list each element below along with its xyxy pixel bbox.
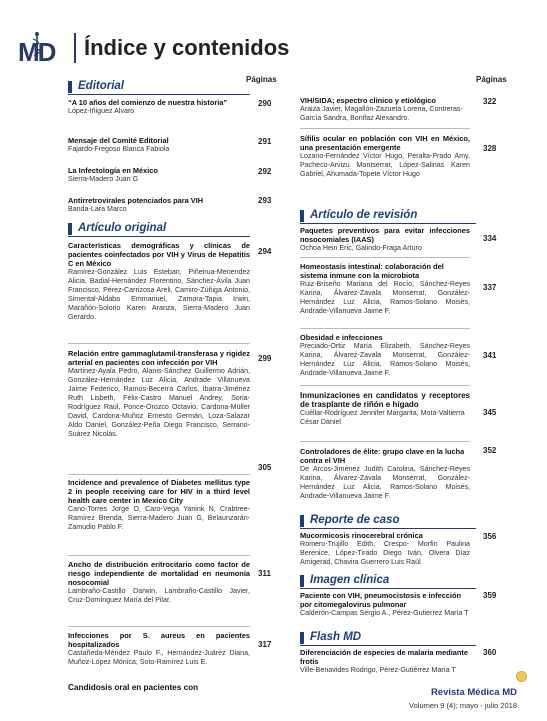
toc-entry[interactable] xyxy=(68,560,250,605)
entry-page: 305 xyxy=(258,463,272,472)
entry-divider xyxy=(300,328,470,329)
entry-title: Controladores de élite: grupo clave en la lucha contra el VIH xyxy=(300,447,465,465)
section-label: Flash MD xyxy=(310,631,362,643)
section-flash xyxy=(300,631,476,646)
toc-entry[interactable] xyxy=(300,447,470,501)
section-bar xyxy=(68,223,72,235)
entry-divider xyxy=(68,555,250,556)
section-review xyxy=(300,209,476,224)
section-label: Editorial xyxy=(78,80,125,92)
section-bar xyxy=(300,515,304,527)
entry-divider xyxy=(300,257,470,258)
toc-entry[interactable] xyxy=(68,98,244,116)
entry-page: 352 xyxy=(483,446,497,455)
toc-entry[interactable] xyxy=(300,391,470,427)
caduceus-icon xyxy=(31,31,43,63)
entry-page: 360 xyxy=(483,648,497,657)
section-image xyxy=(300,574,476,589)
entry-title: “A 10 años del comienzo de nuestra historia” xyxy=(68,98,228,107)
toc-entry[interactable] xyxy=(68,166,244,184)
toc-entry[interactable] xyxy=(300,591,470,618)
entry-page: 345 xyxy=(483,408,497,417)
toc-entry[interactable] xyxy=(300,262,470,316)
entry-title: Homeostasis intestinal: colaboración del sistema inmune con la microbiota xyxy=(300,262,444,280)
entry-page: 294 xyxy=(258,247,272,256)
entry-authors: López-Iñiguez Alvaro xyxy=(68,107,135,115)
entry-authors: Ville-Benavides Rodrigo, Pérez-Gutiérrez María T xyxy=(300,666,456,674)
footer-journal: Revista Médica MD xyxy=(430,687,517,698)
entry-title: Antirretrovirales potenciados para VIH xyxy=(68,196,204,205)
entry-authors: Castañeda-Méndez Paulo F., Hernández-Juárez Diana, Muñoz-López Mónica, Soto-Ramírez Luis E. xyxy=(68,649,250,666)
entry-page: 322 xyxy=(483,97,497,106)
entry-authors: Ruiz-Briseño Mariana del Rocío, Sánchez-Reyes Karina, Álvarez-Zavala Monserrat, González-Hernández Luz Alicia, Ramos-Solano Moisés, Andrade-Villanueva Jaime F. xyxy=(300,280,470,315)
entry-authors: Ramírez-González Luis Esteban, Piñeirua-Menendez Alicia, Badial-Hernández Florentino, Sánchez-Ávila Juan Francisco, Pérez-Carrizosa Areli, Camiro-Zúñiga Antonio, Simental-Aldaba Emmanuel, Zamora-Tapia Irwin, Marañón-Solorio Karen Aranza, Sierra-Madero Juan Gerardo. xyxy=(68,268,250,321)
entry-title: Inmunizaciones en candidatos y receptores de trasplante de riñón e hígado xyxy=(300,391,470,409)
entry-page: 337 xyxy=(483,283,497,292)
entry-title: Mensaje del Comité Editorial xyxy=(68,136,169,145)
entry-page: 334 xyxy=(483,234,497,243)
journal-badge-icon xyxy=(516,671,527,682)
entry-title: Sífilis ocular en población con VIH en México, una presentación emergente xyxy=(300,134,470,152)
toc-entry[interactable] xyxy=(68,683,250,692)
toc-entry[interactable] xyxy=(300,648,470,675)
toc-entry[interactable] xyxy=(68,478,250,532)
section-label: Imagen clínica xyxy=(310,574,390,586)
toc-entry[interactable] xyxy=(300,134,470,179)
entry-authors: Calderón-Campas Sergio A., Pérez-Gutiérrez María T xyxy=(300,609,469,617)
section-case xyxy=(300,514,476,529)
entry-title: Infecciones por S. aureus en pacientes hospitalizados xyxy=(68,631,250,649)
entry-divider xyxy=(68,343,250,344)
section-label: Artículo de revisión xyxy=(310,209,418,221)
section-label: Artículo original xyxy=(78,222,167,234)
entry-authors: Araiza Javier, Magallón-Zazueta Lorena, Contreras-García Sandra, Bonifaz Alexandro. xyxy=(300,105,463,122)
section-original xyxy=(68,222,250,237)
logo-text: MD xyxy=(18,37,55,67)
toc-entry[interactable] xyxy=(68,349,250,439)
entry-authors: Romero-Trujillo Edith, Crespo- Morfin Paulina Berenice, López-Tirado Diego Iván, Olvera Díaz Amigerad, Chavira Guerrero Luis Raúl xyxy=(300,540,470,566)
section-label: Reporte de caso xyxy=(310,514,400,526)
toc-entry[interactable] xyxy=(300,333,470,378)
entry-title: Relación entre gammaglutamil-transferasa y rigidez arterial en pacientes con infección por VIH xyxy=(68,349,250,367)
entry-authors: Fajardo-Fregoso Blanca Fabiola xyxy=(68,145,170,153)
toc-entry[interactable] xyxy=(68,241,250,322)
entry-authors: Sierra-Madero Juan G xyxy=(68,175,139,183)
entry-authors: Cuéllar-Rodríguez Jennifer Margarita, Mota-Valtierra César Daniel xyxy=(300,409,465,426)
page-title: Índice y contenidos xyxy=(84,35,290,60)
entry-title: Incidence and prevalence of Diabetes mellitus type 2 in people receiving care for HIV in a third level health care center in Mexico City xyxy=(68,478,250,505)
entry-title: Paciente con VIH, pneumocistosis e infección por citomegalovirus pulmonar xyxy=(300,591,461,609)
entry-page: 293 xyxy=(258,196,272,205)
entry-page: 328 xyxy=(483,144,497,153)
section-bar xyxy=(68,81,72,93)
entry-page: 291 xyxy=(258,137,272,146)
entry-page: 317 xyxy=(258,640,272,649)
entry-authors: Lambraño-Castillo Darwin, Lambraño-Castillo Javier, Cruz-Domínguez María del Pilar. xyxy=(68,587,250,604)
section-editorial xyxy=(68,80,250,95)
right-pages-heading: Páginas xyxy=(476,75,507,84)
entry-divider xyxy=(300,385,470,386)
section-bar xyxy=(300,575,304,587)
entry-authors: De Arcos-Jiménez Judith Carolina, Sánchez-Reyes Karina, Álvarez-Zavala Monserrat, González-Hernández Luz Alicia, Ramos-Solano Moisés, Andrade-Villanueva Jaime F. xyxy=(300,465,470,500)
page-header xyxy=(18,28,538,68)
entry-divider xyxy=(68,626,250,627)
entry-page: 341 xyxy=(483,351,497,360)
header-divider xyxy=(74,33,76,63)
entry-authors: Martínez-Ayala Pedro, Alanis-Sánchez Guillermo Adrián, González-Hernández Luz Alicia, Andrade Villanueva Jaime Federico, Ramos-Becerra Carlos, Ibarra-Jiménez Ruth Lisbeth, Félix-Castro Manuel Andrey, Soria-Rodríguez Raúl, Ponce-Orozco Octavio, Cardona-Müller David, Cardona-Muñoz Ernesto Germán, Loza-Salazar Aldo Daniel, González-Peña Diego Francisco, Serrano-Suárez Nicolás. xyxy=(68,367,250,438)
section-bar xyxy=(300,210,304,222)
entry-title: Paquetes preventivos para evitar infecciones nosocomiales (IAAS) xyxy=(300,226,470,244)
toc-entry[interactable] xyxy=(68,631,250,667)
footer-volume: Volumen 9 (4); mayo - julio 2018 xyxy=(409,701,517,710)
toc-entry[interactable] xyxy=(300,226,470,253)
entry-page: 299 xyxy=(258,354,272,363)
section-bar xyxy=(300,632,304,644)
entry-divider xyxy=(68,474,250,475)
entry-authors: Lozano-Fernández Víctor Hugo, Peralta-Prado Amy, Pacheco-Arvizu Montserrat, López-Salinas Karen Gabriel, Ahumada-Topete Víctor Hugo xyxy=(300,152,470,178)
entry-page: 292 xyxy=(258,167,272,176)
entry-title: Ancho de distribución eritrocitario como factor de riesgo independiente de mortalidad en neumonía nosocomial xyxy=(68,560,250,587)
entry-title: Obesidad e infecciones xyxy=(300,333,383,342)
entry-authors: Banda-Lara Marco xyxy=(68,205,127,213)
entry-title: Candidosis oral en pacientes con xyxy=(68,683,199,692)
journal-logo xyxy=(18,31,70,65)
toc-entry[interactable] xyxy=(68,136,244,154)
entry-page: 311 xyxy=(258,569,271,578)
entry-page: 356 xyxy=(483,532,497,541)
entry-title: Diferenciación de especies de malaria mediante frotis xyxy=(300,648,469,666)
entry-title: La Infectología en México xyxy=(68,166,158,175)
toc-entry[interactable] xyxy=(300,96,468,123)
entry-divider xyxy=(300,441,470,442)
entry-authors: Preciado-Ortiz María Elizabeth, Sánchez-Reyes Karina, Álvarez-Zavala Monserrat, González-Hernández Luz Alicia, Ramos-Solano Moisés, Andrade-Villanueva Jaime F. xyxy=(300,342,470,377)
left-pages-heading: Páginas xyxy=(246,75,277,84)
entry-title: Mucormicosis rinocerebral crónica xyxy=(300,531,423,540)
entry-authors: Ochoa Hein Eric, Galindo-Fraga Arturo xyxy=(300,244,422,252)
entry-divider xyxy=(300,128,470,129)
toc-entry[interactable] xyxy=(300,531,470,567)
toc-entry[interactable] xyxy=(68,196,244,214)
entry-page: 359 xyxy=(483,591,497,600)
entry-page: 290 xyxy=(258,99,272,108)
entry-title: Características demográficas y clínicas de pacientes coinfectados por VIH y Virus de Hepatitis C en México xyxy=(68,241,250,268)
entry-title: VIH/SIDA; espectro clínico y etiológico xyxy=(300,96,436,105)
entry-authors: Cano-Torres Jorge O, Caro-Vega Yanink N, Crabtree-Ramírez Brenda, Sierra-Madero Juan G, Belaunzarán-Zamudio Pablo F. xyxy=(68,505,250,531)
